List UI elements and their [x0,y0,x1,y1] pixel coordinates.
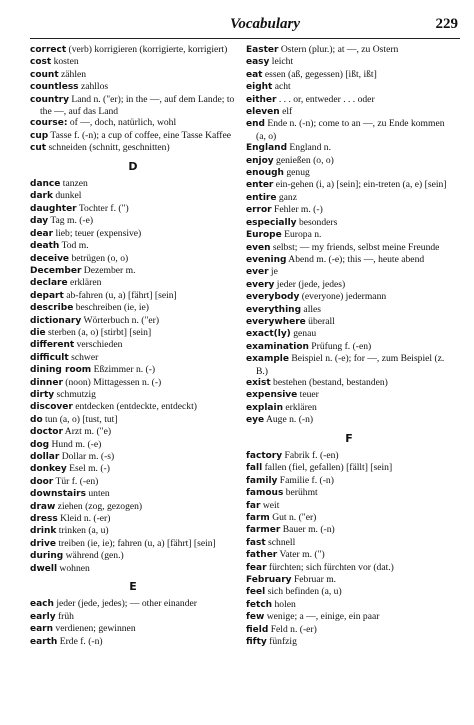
vocab-entry [246,562,452,574]
vocab-entry [246,217,452,229]
translation: selbst; — my friends, selbst meine Freunde [270,241,440,253]
headword: field [246,624,269,635]
headword: explain [246,402,284,413]
headword: exact(ly) [246,329,291,340]
translation: schneiden (schnitt, geschnitten) [46,142,170,154]
vocab-entry [30,439,236,451]
translation: jeder (jede, jedes); — other einander [53,598,197,610]
headword: different [30,340,75,351]
translation: überall [305,315,335,327]
vocab-entry [30,277,236,289]
headword: correct [30,45,67,55]
vocab-entry [246,229,452,241]
vocab-entry [30,339,236,351]
translation: (verb) korrigieren (korrigierte, korrigiert) [66,44,228,55]
translation: Wörterbuch n. ("er) [81,314,160,326]
vocab-entry [30,215,236,227]
headword: doctor [30,427,63,438]
translation: Eßzimmer n. (-) [91,364,156,376]
translation: ganz [276,191,297,203]
vocab-entry [246,155,452,167]
left-column [30,44,236,648]
vocab-entry [30,203,236,215]
translation: (everyone) jedermann [299,291,387,303]
translation: schnell [265,536,296,548]
headword: cup [30,130,49,141]
headword: enter [246,180,274,191]
headword: fifty [246,637,267,648]
vocab-entry [30,476,236,488]
translation: Auge n. (-n) [264,414,314,426]
translation: entdecken (entdeckte, entdeckt) [72,401,197,413]
vocab-entry [30,69,236,81]
headword: February [246,575,292,586]
vocab-entry [246,636,452,648]
translation: weit [260,499,280,511]
headword: family [246,475,278,486]
vocab-entry [30,352,236,364]
vocab-entry [246,242,452,254]
vocab-entry [30,44,236,56]
translation: leicht [269,56,294,68]
translation: je [268,266,278,278]
headword: eleven [246,107,280,118]
translation: Dezember m. [81,264,136,276]
page-number: 229 [435,16,458,32]
translation: lieb; teuer (expensive) [53,227,142,239]
vocab-entry [246,167,452,179]
translation: genießen (o, o) [273,154,334,166]
headword: farmer [246,525,281,536]
translation: Erde f. (-n) [57,635,103,647]
translation: zählen [58,68,87,80]
translation: fallen (fiel, gefallen) [fällt] [sein] [262,462,393,474]
translation: ein-gehen (i, a) [sein]; ein-treten (a, e) [sein] [273,179,447,191]
translation: erklären [283,401,317,413]
headword: every [246,279,275,290]
headword: everything [246,304,302,315]
headword: dwell [30,563,58,574]
translation: betrügen (o, o) [69,252,129,264]
vocab-entry [30,81,236,93]
vocab-entry [246,611,452,623]
translation: teuer [297,389,319,401]
vocab-entry [30,550,236,562]
headword: course: [30,118,68,129]
headword: dining room [30,365,92,376]
vocab-entry [246,599,452,611]
translation: tanzen [60,178,88,190]
headword: end [246,119,265,130]
vocab-entry [246,574,452,586]
vocab-entry [30,265,236,277]
vocab-entry [246,353,452,377]
translation: schwer [68,351,99,363]
vocab-entry [30,117,236,129]
headword: enjoy [246,155,274,166]
vocab-entry [246,142,452,154]
vocab-entry [30,513,236,525]
headword: dark [30,191,53,202]
vocab-entry [246,81,452,93]
section-letter: E [129,580,137,594]
headword: dollar [30,452,60,462]
vocab-entry [30,389,236,401]
vocab-entry [246,254,452,266]
translation: Kleid n. (-er) [57,513,111,525]
headword: depart [30,290,64,301]
translation: Tod m. [59,240,89,252]
headword: eat [246,69,263,80]
headword: factory [246,451,283,461]
vocab-entry [30,488,236,500]
vocab-entry [246,44,452,56]
headword: death [30,241,60,252]
vocab-entry [30,94,236,118]
translation: . . . or, entweder . . . oder [276,93,375,105]
headword: each [30,599,54,610]
headword: ever [246,267,269,278]
headword: fetch [246,599,273,610]
headword: examination [246,341,309,352]
headword: count [30,69,59,80]
section-letter: D [128,159,138,173]
translation: sterben (a, o) [stirbt] [sein] [45,326,152,338]
headword: dog [30,439,50,450]
translation: tun (a, o) [tust, tut] [42,413,118,425]
vocab-entry [30,327,236,339]
headword: father [246,550,278,561]
translation: essen (aß, gegessen) [ißt, ißt] [262,68,377,80]
headword: draw [30,501,56,512]
vocab-entry [246,402,452,414]
vocab-entry [246,56,452,68]
vocab-entry [30,563,236,575]
translation: genau [290,328,317,340]
translation: Familie f. (-n) [277,474,334,486]
headword: enough [246,168,284,179]
vocab-entry [30,56,236,68]
headword: entire [246,192,277,203]
headword: describe [30,303,74,314]
translation: elf [279,106,293,118]
vocab-entry [246,204,452,216]
headword: early [30,611,56,622]
vocab-entry [246,279,452,291]
vocab-entry [246,524,452,536]
vocab-entry [30,451,236,463]
vocab-entry [246,192,452,204]
vocab-entry [30,142,236,154]
headword: downstairs [30,489,86,500]
vocab-entry [246,106,452,118]
vocab-entry [246,266,452,278]
vocab-entry [246,414,452,426]
headword: famous [246,488,284,499]
vocab-entry [246,549,452,561]
headword: everybody [246,292,300,303]
headword: dance [30,179,61,190]
translation: unten [85,488,110,500]
translation: Tür f. (-en) [53,475,99,487]
translation: Arzt m. ("e) [62,426,112,438]
vocab-entry [30,190,236,202]
vocab-entry [246,377,452,389]
translation: Prüfung f. (-en) [308,340,372,352]
translation: holen [272,598,296,610]
vocab-entry [30,623,236,635]
vocab-entry [246,304,452,316]
vocab-entry [246,586,452,598]
headword: dinner [30,377,63,388]
headword: die [30,327,46,338]
vocab-entry [246,118,452,142]
vocab-entry [30,401,236,413]
translation: Abend m. (-e); this —, heute abend [286,253,425,265]
vocab-entry [246,537,452,549]
translation: fürchten; sich fürchten vor (dat.) [266,561,394,573]
translation: Tochter f. (") [76,202,129,214]
vocab-entry [246,328,452,340]
vocab-entry [30,315,236,327]
vocab-entry [30,501,236,513]
headword: deceive [30,253,70,264]
translation: of —, doch, natürlich, wohl [67,117,177,129]
headword: farm [246,513,270,524]
vocab-entry [246,512,452,524]
vocab-entry [30,538,236,550]
headword: England [246,143,288,154]
headword: drive [30,538,56,549]
vocab-entry [246,462,452,474]
headword: door [30,476,54,487]
headword: cut [30,143,47,154]
headword: expensive [246,390,298,401]
translation: ab-fahren (u, a) [fährt] [sein] [63,289,177,301]
headword: even [246,242,271,253]
headword: do [30,414,43,425]
headword: far [246,500,261,511]
translation: England n. [287,142,331,154]
headword: evening [246,254,287,265]
headword: dear [30,228,54,239]
translation: alles [301,303,322,315]
page-title: Vocabulary [230,16,301,32]
translation: genug [283,167,310,179]
translation: Europa n. [281,229,322,241]
translation: Hund m. (-e) [49,438,102,450]
translation: treiben (ie, ie); fahren (u, a) [fährt] [sein] [55,537,216,549]
vocab-entry [30,228,236,240]
translation: bestehen (bestand, bestanden) [270,376,388,388]
translation: trinken (a, u) [56,525,109,537]
vocab-entry [30,302,236,314]
headword: countless [30,82,79,93]
vocab-entry [30,463,236,475]
translation: kosten [51,56,79,68]
translation: wohnen [57,562,90,574]
vocab-entry [246,487,452,499]
translation: (noon) Mittagessen n. (-) [62,376,162,388]
headword: fall [246,463,263,474]
headword: country [30,94,69,105]
headword: few [246,612,265,623]
headword: feel [246,587,266,598]
vocab-entry [246,179,452,191]
headword: everywhere [246,316,306,327]
headword: dictionary [30,315,82,326]
headword: daughter [30,203,77,214]
headword: during [30,551,64,562]
headword: dress [30,514,58,525]
headword: fast [246,537,266,548]
translation: Feld n. (-er) [268,623,317,635]
translation: Vater m. (") [277,549,325,561]
translation: Tasse f. (-n); a cup of coffee, eine Tasse Kaffee [48,129,231,141]
vocab-entry [246,500,452,512]
translation: zahllos [78,81,109,93]
headword: December [30,265,82,276]
translation: Fehler m. (-) [271,204,323,216]
headword: dirty [30,389,55,400]
translation: Ostern (plur.); at —, zu Ostern [278,44,399,55]
translation: dunkel [52,190,82,202]
vocab-entry [246,389,452,401]
headword: discover [30,402,73,413]
vocab-entry [246,316,452,328]
translation: fünfzig [266,636,297,648]
translation: Ende n. (-n); come to an —, zu Ende kommen (a, o) [256,118,445,142]
translation: Esel m. (-) [66,463,110,475]
translation: berühmt [283,487,318,499]
translation: während (gen.) [63,550,124,562]
vocab-entry [246,475,452,487]
vocab-entry [30,414,236,426]
headword: donkey [30,464,67,475]
translation: Beispiel n. (-e); for —, zum Beispiel (z. B.) [256,353,445,377]
translation: schmutzig [54,388,96,400]
vocab-entry [246,94,452,106]
translation: verdienen; gewinnen [53,623,136,635]
section-letter: F [345,431,353,445]
translation: wenige; a —, einige, ein paar [264,611,380,623]
translation: ziehen (zog, gezogen) [55,500,143,512]
headword: declare [30,278,68,289]
vocab-entry [30,636,236,648]
translation: früh [55,610,74,622]
vocab-entry [30,178,236,190]
translation: Februar m. [291,574,337,586]
translation: Bauer m. (-n) [280,524,335,536]
headword: Europe [246,230,282,241]
vocab-entry [246,624,452,636]
vocab-entry [30,611,236,623]
translation: jeder (jede, jedes) [274,278,346,290]
right-column [246,44,452,649]
headword: earn [30,624,54,635]
headword: cost [30,57,52,68]
headword: Easter [246,45,279,55]
translation: beschreiben (ie, ie) [73,302,149,314]
headword: earth [30,636,58,647]
headword: either [246,94,277,105]
vocab-entry [30,525,236,537]
page-header [30,14,460,39]
translation: Tag m. (-e) [48,215,94,227]
headword: eight [246,82,273,93]
headword: difficult [30,352,69,363]
vocab-entry [30,240,236,252]
vocab-entry [30,290,236,302]
translation: verschieden [74,339,123,351]
vocab-entry [30,253,236,265]
headword: exist [246,377,271,388]
translation: acht [272,81,291,93]
headword: especially [246,217,297,228]
translation: Fabrik f. (-en) [282,450,339,461]
headword: day [30,216,49,227]
vocab-entry [246,341,452,353]
translation: Dollar m. (-s) [59,451,115,462]
vocab-entry [30,130,236,142]
headword: drink [30,526,57,537]
vocab-entry [246,69,452,81]
translation: erklären [67,277,102,289]
vocab-entry [30,364,236,376]
headword: fear [246,562,267,573]
translation: Land n. ("er); in the —, auf dem Lande; to the —, auf das Land [40,93,235,118]
headword: eye [246,415,265,426]
headword: example [246,354,289,365]
translation: besonders [296,216,338,228]
vocab-entry [30,377,236,389]
vocab-entry [246,450,452,462]
headword: error [246,205,272,216]
vocab-entry [246,291,452,303]
translation: sich befinden (a, u) [265,586,342,598]
vocab-entry [30,598,236,610]
headword: easy [246,57,270,68]
vocab-entry [30,426,236,438]
translation: Gut n. ("er) [269,512,317,524]
